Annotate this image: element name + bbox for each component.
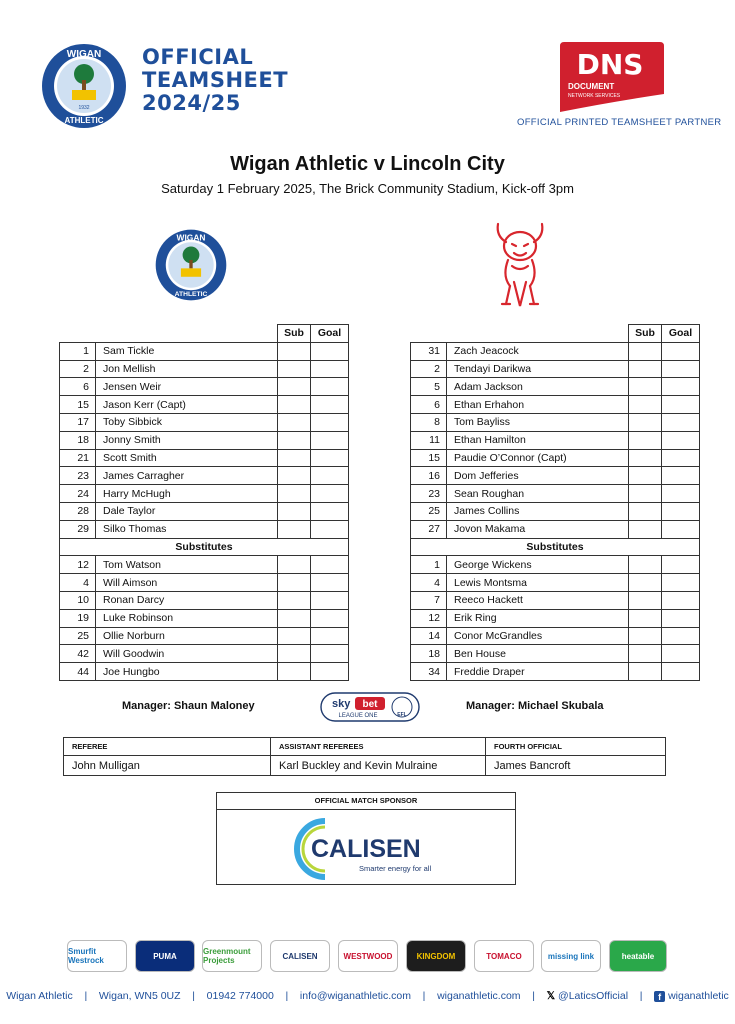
player-number: 1 [60, 342, 96, 360]
home-starter-row [60, 413, 349, 431]
goal-cell[interactable] [311, 485, 349, 503]
player-name: Harry McHugh [96, 485, 278, 503]
footer-address: Wigan, WN5 0UZ [98, 990, 181, 1002]
badge-efl: EFL [397, 712, 407, 718]
sub-cell[interactable] [278, 591, 311, 609]
player-name: James Carragher [96, 467, 278, 485]
player-name: Adam Jackson [447, 378, 629, 396]
goal-cell[interactable] [311, 574, 349, 592]
sub-cell[interactable] [278, 574, 311, 592]
player-name: Paudie O’Connor (Capt) [447, 449, 629, 467]
player-number: 12 [60, 556, 96, 574]
assistant-referees-label: ASSISTANT REFEREES [271, 738, 486, 756]
sponsor-logo: CALISEN [270, 940, 330, 972]
player-name: George Wickens [447, 556, 629, 574]
partner-caption: OFFICIAL PRINTED TEAMSHEET PARTNER [517, 117, 722, 128]
goal-cell[interactable] [662, 574, 700, 592]
player-name: Will Aimson [96, 574, 278, 592]
player-number: 7 [411, 591, 447, 609]
badge-sky: sky [332, 698, 351, 710]
sub-cell[interactable] [629, 520, 662, 538]
away-substitutes-header: Substitutes [411, 538, 700, 556]
player-name: Scott Smith [96, 449, 278, 467]
player-number: 21 [60, 449, 96, 467]
sponsor-logo: missing link [541, 940, 601, 972]
home-starter-row [60, 396, 349, 414]
player-name: Dale Taylor [96, 502, 278, 520]
sub-cell[interactable] [629, 502, 662, 520]
away-starter-row [411, 413, 700, 431]
player-number: 6 [60, 378, 96, 396]
goal-cell[interactable] [311, 431, 349, 449]
footer-club: Wigan Athletic [6, 990, 73, 1002]
sponsor-logo: Greenmount Projects [202, 940, 262, 972]
goal-cell[interactable] [311, 342, 349, 360]
home-starter-row [60, 520, 349, 538]
sponsor-logo: heatable [609, 940, 667, 972]
dns-logo-sub1: DOCUMENT [568, 82, 615, 91]
fourth-official-value: James Bancroft [486, 756, 666, 776]
player-name: Silko Thomas [96, 520, 278, 538]
goal-cell[interactable] [311, 396, 349, 414]
badge-bet: bet [362, 699, 378, 710]
away-sub-row [411, 663, 700, 681]
player-name: Ben House [447, 645, 629, 663]
footer-facebook[interactable]: wiganathletic [668, 990, 729, 1002]
calisen-logo-name: CALISEN [311, 835, 421, 863]
match-title: Wigan Athletic v Lincoln City [230, 153, 505, 175]
lincoln-imp-crest-icon [488, 216, 552, 312]
match-sponsor-label: OFFICIAL MATCH SPONSOR [217, 793, 515, 810]
goal-cell[interactable] [662, 467, 700, 485]
sub-cell[interactable] [629, 485, 662, 503]
away-sub-row [411, 574, 700, 592]
goal-cell[interactable] [662, 556, 700, 574]
goal-cell[interactable] [662, 645, 700, 663]
home-starter-row [60, 467, 349, 485]
footer-sep-4: | [422, 990, 426, 1002]
player-number: 18 [411, 645, 447, 663]
player-number: 23 [60, 467, 96, 485]
sponsor-logo: WESTWOOD [338, 940, 398, 972]
goal-cell[interactable] [311, 627, 349, 645]
sub-cell[interactable] [629, 609, 662, 627]
goal-cell[interactable] [311, 467, 349, 485]
facebook-icon: f [654, 991, 665, 1002]
home-starter-row [60, 378, 349, 396]
sub-cell[interactable] [629, 342, 662, 360]
player-name: Joe Hungbo [96, 663, 278, 681]
sub-cell[interactable] [629, 556, 662, 574]
away-starter-row [411, 396, 700, 414]
player-name: Will Goodwin [96, 645, 278, 663]
player-number: 29 [60, 520, 96, 538]
sub-cell[interactable] [629, 627, 662, 645]
player-name: Sam Tickle [96, 342, 278, 360]
goal-cell[interactable] [311, 645, 349, 663]
dns-partner-logo [560, 42, 664, 112]
home-manager: Manager: Shaun Maloney [122, 700, 255, 712]
player-name: Jon Mellish [96, 360, 278, 378]
sub-cell[interactable] [278, 609, 311, 627]
player-number: 2 [60, 360, 96, 378]
home-sub-row [60, 556, 349, 574]
away-starter-row [411, 520, 700, 538]
sub-cell[interactable] [278, 378, 311, 396]
crest-year: 1932 [78, 105, 90, 111]
home-starter-row [60, 431, 349, 449]
sub-cell[interactable] [278, 556, 311, 574]
player-number: 4 [411, 574, 447, 592]
sub-cell[interactable] [629, 413, 662, 431]
player-number: 1 [411, 556, 447, 574]
player-number: 15 [411, 449, 447, 467]
goal-cell[interactable] [662, 378, 700, 396]
sub-cell[interactable] [278, 663, 311, 681]
player-name: Dom Jefferies [447, 467, 629, 485]
goal-cell[interactable] [662, 342, 700, 360]
home-sub-row [60, 645, 349, 663]
goal-cell[interactable] [311, 520, 349, 538]
player-number: 34 [411, 663, 447, 681]
home-starter-row [60, 502, 349, 520]
player-name: Ronan Darcy [96, 591, 278, 609]
player-number: 8 [411, 413, 447, 431]
home-starter-row [60, 360, 349, 378]
wigan-crest-icon [154, 228, 228, 302]
calisen-logo [289, 813, 449, 883]
player-number: 18 [60, 431, 96, 449]
sub-cell[interactable] [278, 431, 311, 449]
player-name: Lewis Montsma [447, 574, 629, 592]
match-details: Saturday 1 February 2025, The Brick Community Stadium, Kick-off 3pm [161, 181, 574, 196]
dns-logo-text: DNS [576, 48, 644, 81]
player-name: Toby Sibbick [96, 413, 278, 431]
player-name: Jonny Smith [96, 431, 278, 449]
player-number: 42 [60, 645, 96, 663]
sub-cell[interactable] [278, 520, 311, 538]
player-number: 19 [60, 609, 96, 627]
player-number: 15 [60, 396, 96, 414]
player-number: 12 [411, 609, 447, 627]
away-sub-row [411, 645, 700, 663]
wigan-crest-logo [40, 42, 128, 130]
player-number: 11 [411, 431, 447, 449]
player-name: Tendayi Darikwa [447, 360, 629, 378]
player-name: Reeco Hackett [447, 591, 629, 609]
badge-league: LEAGUE ONE [338, 713, 378, 719]
away-starter-row [411, 360, 700, 378]
home-starter-row [60, 342, 349, 360]
goal-cell[interactable] [311, 663, 349, 681]
home-team-table [59, 324, 349, 681]
footer-website[interactable]: wiganathletic.com [437, 990, 521, 1002]
goal-cell[interactable] [311, 378, 349, 396]
away-starter-row [411, 378, 700, 396]
sub-cell[interactable] [629, 396, 662, 414]
player-name: Luke Robinson [96, 609, 278, 627]
dns-logo-sub2: NETWORK SERVICES [568, 93, 621, 99]
referee-value: John Mulligan [64, 756, 271, 776]
player-name: Tom Watson [96, 556, 278, 574]
away-sub-row [411, 627, 700, 645]
goal-cell[interactable] [662, 360, 700, 378]
player-number: 27 [411, 520, 447, 538]
crest-text-top: WIGAN [66, 49, 102, 60]
x-icon: 𝕏 [546, 990, 556, 1002]
goal-cell[interactable] [311, 591, 349, 609]
goal-cell[interactable] [662, 591, 700, 609]
goal-cell[interactable] [311, 556, 349, 574]
officials-table [63, 737, 666, 776]
player-name: Ethan Hamilton [447, 431, 629, 449]
sub-cell[interactable] [278, 413, 311, 431]
sponsor-logo: TOMACO [474, 940, 534, 972]
footer-phone: 01942 774000 [206, 990, 274, 1002]
player-number: 23 [411, 485, 447, 503]
away-goal-header: Goal [662, 325, 700, 343]
goal-cell[interactable] [311, 449, 349, 467]
sub-cell[interactable] [278, 396, 311, 414]
player-name: Zach Jeacock [447, 342, 629, 360]
player-number: 5 [411, 378, 447, 396]
home-starter-row [60, 485, 349, 503]
footer-sep-1: | [84, 990, 88, 1002]
player-number: 17 [60, 413, 96, 431]
goal-cell[interactable] [662, 431, 700, 449]
official-line1: OFFICIAL [142, 45, 254, 69]
player-number: 24 [60, 485, 96, 503]
sub-cell[interactable] [629, 449, 662, 467]
player-name: Erik Ring [447, 609, 629, 627]
home-goal-header: Goal [311, 325, 349, 343]
player-number: 31 [411, 342, 447, 360]
sub-cell[interactable] [629, 360, 662, 378]
player-name: Freddie Draper [447, 663, 629, 681]
player-number: 28 [60, 502, 96, 520]
away-starter-row [411, 467, 700, 485]
footer-sep-3: | [285, 990, 289, 1002]
sub-cell[interactable] [278, 645, 311, 663]
official-line2: TEAMSHEET [142, 68, 289, 92]
crest-mid-text-bottom: ATHLETIC [174, 291, 208, 299]
sub-cell[interactable] [629, 431, 662, 449]
home-sub-row [60, 627, 349, 645]
sponsor-logo: KINGDOM [406, 940, 466, 972]
player-number: 25 [411, 502, 447, 520]
referee-label: REFEREE [64, 738, 271, 756]
goal-cell[interactable] [662, 520, 700, 538]
sub-cell[interactable] [278, 627, 311, 645]
goal-cell[interactable] [311, 413, 349, 431]
goal-cell[interactable] [311, 609, 349, 627]
assistant-referees-value: Karl Buckley and Kevin Mulraine [271, 756, 486, 776]
player-name: Sean Roughan [447, 485, 629, 503]
player-number: 4 [60, 574, 96, 592]
away-starter-row [411, 449, 700, 467]
goal-cell[interactable] [662, 609, 700, 627]
player-name: Ethan Erhahon [447, 396, 629, 414]
goal-cell[interactable] [662, 449, 700, 467]
footer-sep-5: | [532, 990, 535, 1002]
sky-bet-league-one-badge [320, 692, 420, 722]
crest-text-bottom: ATHLETIC [64, 116, 104, 125]
away-sub-row [411, 609, 700, 627]
away-sub-row [411, 591, 700, 609]
away-manager: Manager: Michael Skubala [466, 700, 604, 712]
footer-sep-6: | [639, 990, 643, 1002]
sponsor-logo: PUMA [135, 940, 195, 972]
sub-cell[interactable] [629, 663, 662, 681]
sub-cell[interactable] [629, 591, 662, 609]
player-number: 16 [411, 467, 447, 485]
crest-mid-text-top: WIGAN [176, 232, 206, 243]
player-name: Jensen Weir [96, 378, 278, 396]
home-starter-row [60, 449, 349, 467]
home-sub-header: Sub [278, 325, 311, 343]
sub-cell[interactable] [629, 378, 662, 396]
player-name: Jason Kerr (Capt) [96, 396, 278, 414]
goal-cell[interactable] [662, 663, 700, 681]
player-number: 6 [411, 396, 447, 414]
away-sub-row [411, 556, 700, 574]
sub-cell[interactable] [278, 449, 311, 467]
player-number: 25 [60, 627, 96, 645]
sub-cell[interactable] [629, 467, 662, 485]
away-starter-row [411, 431, 700, 449]
goal-cell[interactable] [662, 485, 700, 503]
sponsor-logo: Smurfit Westrock [67, 940, 127, 972]
away-team-table [410, 324, 700, 681]
sub-cell[interactable] [278, 485, 311, 503]
home-sub-row [60, 574, 349, 592]
official-teamsheet-heading [142, 46, 288, 115]
away-starter-row [411, 342, 700, 360]
goal-cell[interactable] [662, 502, 700, 520]
player-number: 2 [411, 360, 447, 378]
player-name: Conor McGrandles [447, 627, 629, 645]
sub-cell[interactable] [278, 502, 311, 520]
match-sponsor-box [216, 792, 516, 885]
player-number: 14 [411, 627, 447, 645]
sub-cell[interactable] [629, 645, 662, 663]
footer [0, 990, 735, 1002]
sub-cell[interactable] [278, 467, 311, 485]
away-sub-header: Sub [629, 325, 662, 343]
fourth-official-label: FOURTH OFFICIAL [486, 738, 666, 756]
player-number: 10 [60, 591, 96, 609]
sub-cell[interactable] [278, 342, 311, 360]
goal-cell[interactable] [662, 396, 700, 414]
sub-cell[interactable] [278, 360, 311, 378]
player-name: Jovon Makama [447, 520, 629, 538]
home-sub-row [60, 663, 349, 681]
player-name: James Collins [447, 502, 629, 520]
sub-cell[interactable] [629, 574, 662, 592]
away-starter-row [411, 485, 700, 503]
player-name: Ollie Norburn [96, 627, 278, 645]
official-line3: 2024/25 [142, 91, 241, 115]
player-name: Tom Bayliss [447, 413, 629, 431]
away-starter-row [411, 502, 700, 520]
footer-x-handle[interactable]: @LaticsOfficial [558, 990, 629, 1002]
goal-cell[interactable] [311, 502, 349, 520]
home-substitutes-header: Substitutes [60, 538, 349, 556]
player-number: 44 [60, 663, 96, 681]
home-sub-row [60, 609, 349, 627]
footer-email[interactable]: info@wiganathletic.com [299, 990, 411, 1002]
goal-cell[interactable] [662, 413, 700, 431]
goal-cell[interactable] [311, 360, 349, 378]
footer-sep-2: | [192, 990, 195, 1002]
calisen-tagline: Smarter energy for all [359, 864, 432, 873]
home-sub-row [60, 591, 349, 609]
goal-cell[interactable] [662, 627, 700, 645]
